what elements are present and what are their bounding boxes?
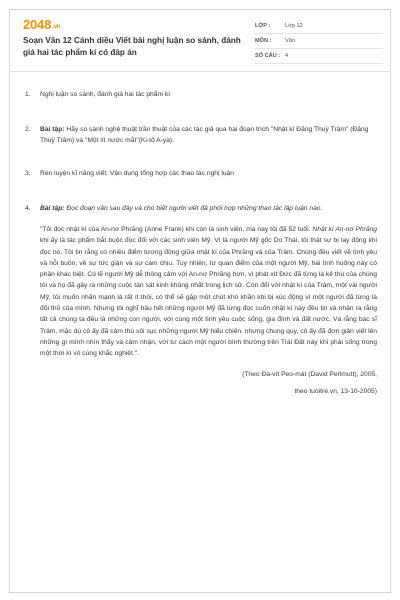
meta-label: SỐ CÂU :	[255, 53, 281, 59]
quote-passage	[40, 224, 377, 360]
meta-label: LỚP :	[255, 23, 271, 29]
meta-row-question-count	[255, 49, 383, 64]
question-number: 4.	[25, 205, 31, 213]
question-label: Bài tập:	[40, 205, 65, 213]
question-item	[25, 125, 377, 147]
logo-main-text: 2048	[23, 17, 52, 32]
question-text: Hãy so sánh nghệ thuật trần thuật của các tác giả qua hai đoạn trích "Nhật kí Đặng Thuỳ Trâm" (Đặng Thuỳ Trâm) và "Một lít nước mắt"(Ki-tô A-ya).	[40, 125, 369, 144]
question-text: Nghị luận so sánh, đánh giá hai tác phẩm kí	[40, 91, 171, 98]
question-item	[25, 90, 377, 101]
document-title: Soạn Văn 12 Cánh diều Viết bài nghị luận so sánh, đánh giá hai tác phẩm kí có đáp án	[23, 36, 241, 57]
question-item	[25, 169, 377, 180]
quote-text: "Tôi đọc nhật kí của An-nơ Phrăng (Anne Frank) khi còn là sinh viên, mà nay tôi đã 52 tuổi.	[40, 225, 313, 233]
quote-text: khi ấy là tác phẩm bắt buộc đọc đối với các sinh viên Mỹ. Vì là người Mỹ gốc Do Thái, tôi thật sự bị lay động khi đọc nó. Tôi tin rằng có nhiều điểm tương đồng giữa nhật kí của Phrăng và của Trâm. Chúng đều viết về tình yêu và nỗi buồn, về sự tức giận và sự cam chịu. Tuy nhiên, từ quan điểm của một người Mỹ, hai tình huống này có phần khác biệt. Có lẽ người Mỹ dễ thông cảm với An-nơ Phrăng hơn, vì phát xít Đức đã từng là kẻ thù của chúng tôi và họ đã gây ra những cuộc tàn sát kinh khủng nhất trong lịch sử. Còn đối với nhật kí của Trâm, một vài người Mỹ, tôi muốn nhấn mạnh là rất ít thôi, có thể sẽ gặp một chút khó khăn khi bị xúc động vì một người đã từng là đối thủ của mình. Nhưng tôi nghĩ hầu hết những người Mỹ đã từng đọc cuốn nhật kí này đều tin và nhận ra rằng tất cả chúng ta đều là những con người, với cùng một tình yêu cuộc sống, gia đình và đất nước. Và rằng bác sĩ Trâm, mặc dù cô ấy đã cảm thù sôi sục những người Mỹ hiếu chiến, nhưng chung quy, cô ấy đã đơn giản viết lên những gì mình nhìn thấy và cảm nhận, với tư cách một người bình thường trên Trái Đất này khi phải sống trong một thời kì vô cùng khắc nghiệt.".	[40, 237, 377, 358]
meta-value: Lớp 12	[285, 23, 303, 29]
quote-italic-title: Nhật kí An-nơ Phrăng	[312, 225, 378, 233]
meta-value: 4	[285, 53, 289, 59]
meta-label: MÔN :	[255, 38, 272, 44]
document-sheet	[9, 9, 391, 593]
question-number: 2.	[25, 125, 31, 133]
quote-source: (Theo Đa-vít Peo-mát (David Perlmutt), 2005,	[242, 370, 377, 378]
site-logo[interactable]	[23, 17, 60, 32]
meta-table	[255, 19, 383, 64]
question-body	[40, 204, 377, 215]
logo-suffix-text: .vn	[52, 24, 61, 30]
question-item	[25, 204, 377, 215]
question-text: Rèn luyện kĩ năng viết: Vận dụng tổng hợp các thao tác nghị luận	[40, 170, 234, 178]
question-text: Đọc đoạn văn sau đây và cho biết người viết đã phối hợp những thao tác lập luận nào.	[64, 205, 323, 213]
question-number: 3.	[25, 170, 31, 178]
meta-row-subject	[255, 34, 383, 49]
question-body	[40, 125, 377, 147]
question-label: Bài tập:	[40, 125, 65, 133]
document-content	[25, 90, 377, 397]
question-number: 1.	[25, 91, 31, 98]
quote-source-url: theo tuoitre.vn, 13-10-2005)	[294, 387, 377, 395]
document-header	[10, 10, 390, 72]
meta-value: Văn	[285, 38, 295, 44]
meta-row-class	[255, 19, 383, 34]
